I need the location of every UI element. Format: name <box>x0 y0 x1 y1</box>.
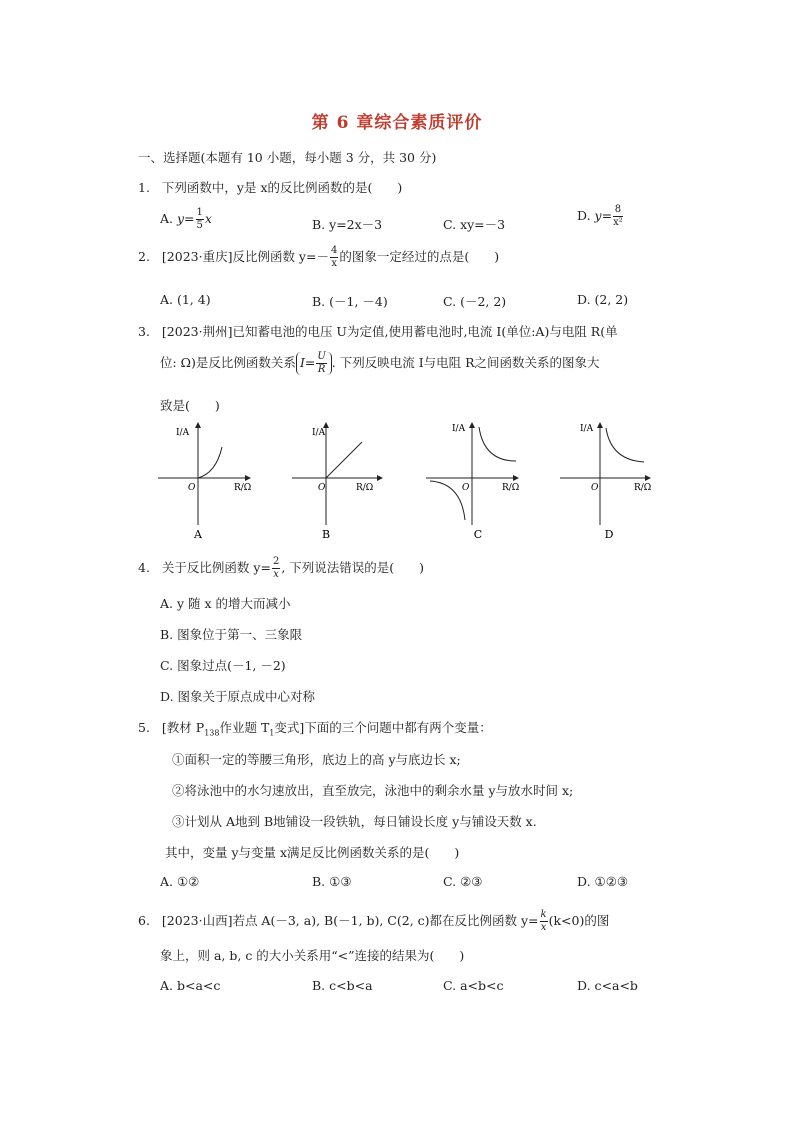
q6-line1-pre: [2023·山西]若点 A(－3, a), B(－1, b), C(2, c)都在反比例函数 y= <box>161 913 539 928</box>
q4-stem-post: , 下列说法错误的是( ) <box>281 560 425 575</box>
q2-frac-num: 4 <box>330 245 338 256</box>
q3-line2-post: . 下列反映电流 I与电阻 R之间函数关系的图象大 <box>331 355 600 370</box>
q4-number: 4. <box>138 560 150 575</box>
graph-a-y-label: I/A <box>176 428 190 438</box>
q5-stem-pre: [教材 P <box>161 720 205 735</box>
q1-option-b[interactable]: B. y=2x－3 <box>312 217 383 232</box>
q3-formula-den: R <box>317 364 326 375</box>
q3-line-1 <box>138 322 618 340</box>
graph-d[interactable] <box>560 423 651 541</box>
q2-stem <box>138 246 499 269</box>
q6-frac-den: x <box>540 922 547 933</box>
q5-stem-sub1: 138 <box>204 728 220 738</box>
graph-b-origin: O <box>318 483 326 493</box>
q5-question: 其中，变量 y与变量 x满足反比例函数关系的是( ) <box>165 845 460 860</box>
graph-a-label: A <box>194 528 202 541</box>
page-title: 第 6 章综合素质评价 <box>311 113 483 133</box>
graph-c-origin: O <box>462 483 470 493</box>
q2-stem-post: 的图象一定经过的点是( ) <box>339 249 500 264</box>
graph-c[interactable] <box>426 423 519 541</box>
graph-d-y-label: I/A <box>580 424 594 434</box>
q6-line1-post: (k<0)的图 <box>548 913 610 928</box>
graph-b-y-label: I/A <box>312 428 326 438</box>
q1-d-label: D. <box>577 208 591 223</box>
q3-graphs <box>150 415 670 545</box>
q5-number: 5. <box>138 720 150 735</box>
q3-formula-num: U <box>317 351 326 362</box>
q6-line-2: 象上，则 a, b, c 的大小关系用“<”连接的结果为( ) <box>160 948 465 963</box>
section-heading: 一、选择题(本题有 10 小题，每小题 3 分，共 30 分) <box>138 150 437 165</box>
q6-frac-num: k <box>540 909 547 920</box>
q3-line-2 <box>160 352 600 375</box>
q1-a-pre: y= <box>177 211 195 226</box>
q4-stem-pre: 关于反比例函数 y= <box>161 560 271 575</box>
q2-fraction <box>330 246 338 269</box>
q1-a-post: x <box>204 211 212 226</box>
q4-option-a[interactable]: A. y 随 x 的增大而减小 <box>160 596 291 611</box>
q6-line-1 <box>138 910 609 933</box>
graph-c-x-label: R/Ω <box>502 483 520 493</box>
q2-number: 2. <box>138 249 150 264</box>
q3-line1-text: [2023·荆州]已知蓄电池的电压 U为定值,使用蓄电池时,电流 I(单位:A)与电阻 R(单 <box>161 324 618 339</box>
q6-fraction <box>540 910 548 933</box>
q1-a-num: 1 <box>196 207 203 218</box>
q5-item-1: ①面积一定的等腰三角形，底边上的高 y与底边长 x; <box>172 752 461 767</box>
q1-option-a[interactable] <box>160 208 212 231</box>
q1-d-den: x² <box>613 217 623 228</box>
q6-option-d[interactable]: D. c<a<b <box>577 978 638 993</box>
q5-stem <box>138 718 492 738</box>
q1-stem <box>138 178 402 196</box>
q4-frac-den: x <box>273 569 279 580</box>
q4-option-b[interactable]: B. 图象位于第一、三象限 <box>160 627 303 642</box>
q5-option-a[interactable]: A. ①② <box>160 874 200 889</box>
q5-stem-sub2: 1 <box>269 728 275 738</box>
q1-a-label: A. <box>160 211 174 226</box>
q2-stem-pre: [2023·重庆]反比例函数 y=－ <box>161 249 329 264</box>
q5-item-3: ③计划从 A地到 B地铺设一段铁轨，每日铺设长度 y与铺设天数 x. <box>172 814 537 829</box>
q2-frac-den: x <box>331 258 337 269</box>
q4-frac-num: 2 <box>272 556 280 567</box>
q5-option-b[interactable]: B. ①③ <box>312 874 352 889</box>
q5-option-d[interactable]: D. ①②③ <box>577 874 629 889</box>
q2-option-b[interactable]: B. (－1, －4) <box>312 294 388 309</box>
q3-number: 3. <box>138 324 150 339</box>
graph-d-label: D <box>604 528 614 541</box>
q5-stem-post: 变式]下面的三个问题中都有两个变量： <box>274 720 492 735</box>
graph-c-label: C <box>473 528 483 541</box>
graph-a-x-label: R/Ω <box>234 483 252 493</box>
q1-number: 1. <box>138 180 150 195</box>
q5-item-2: ②将泳池中的水匀速放出，直至放完，泳池中的剩余水量 y与放水时间 x; <box>172 783 574 798</box>
q4-option-c[interactable]: C. 图象过点(－1, －2) <box>160 658 286 673</box>
graph-d-origin: O <box>591 483 599 493</box>
q4-stem <box>138 557 424 580</box>
graph-b-x-label: R/Ω <box>356 483 374 493</box>
q1-a-fraction <box>196 208 204 231</box>
q5-option-c[interactable]: C. ②③ <box>443 874 483 889</box>
q1-d-num: 8 <box>614 204 622 215</box>
q2-option-a[interactable]: A. (1, 4) <box>160 292 211 307</box>
q3-line-3: 致是( ) <box>160 398 220 413</box>
graph-a[interactable] <box>158 423 251 541</box>
q6-option-b[interactable]: B. c<b<a <box>312 978 373 993</box>
graph-a-origin: O <box>188 483 196 493</box>
q1-text: 下列函数中，y是 x的反比例函数的是( ) <box>161 180 403 195</box>
q4-fraction <box>272 557 280 580</box>
q6-option-a[interactable]: A. b<a<c <box>160 978 221 993</box>
q1-option-c[interactable]: C. xy=－3 <box>443 217 506 232</box>
q5-stem-mid: 作业题 T <box>219 720 270 735</box>
graph-d-x-label: R/Ω <box>634 483 652 493</box>
q3-formula-fraction <box>316 352 326 375</box>
graph-b-label: B <box>321 528 331 541</box>
q1-option-d[interactable] <box>577 205 624 228</box>
q1-d-fraction <box>613 205 623 228</box>
graph-b[interactable] <box>292 423 382 541</box>
q3-line2-pre: 位: Ω)是反比例函数关系 <box>160 355 296 370</box>
q2-option-c[interactable]: C. (－2, 2) <box>443 294 507 309</box>
graph-c-y-label: I/A <box>452 424 466 434</box>
q3-formula <box>296 352 332 375</box>
q1-d-pre: y= <box>594 208 613 223</box>
q2-option-d[interactable]: D. (2, 2) <box>577 292 629 307</box>
q6-number: 6. <box>138 913 150 928</box>
q4-option-d[interactable]: D. 图象关于原点成中心对称 <box>160 689 316 704</box>
q1-a-den: 5 <box>196 220 203 231</box>
q6-option-c[interactable]: C. a<b<c <box>443 978 504 993</box>
q3-formula-pre: I= <box>299 355 316 370</box>
